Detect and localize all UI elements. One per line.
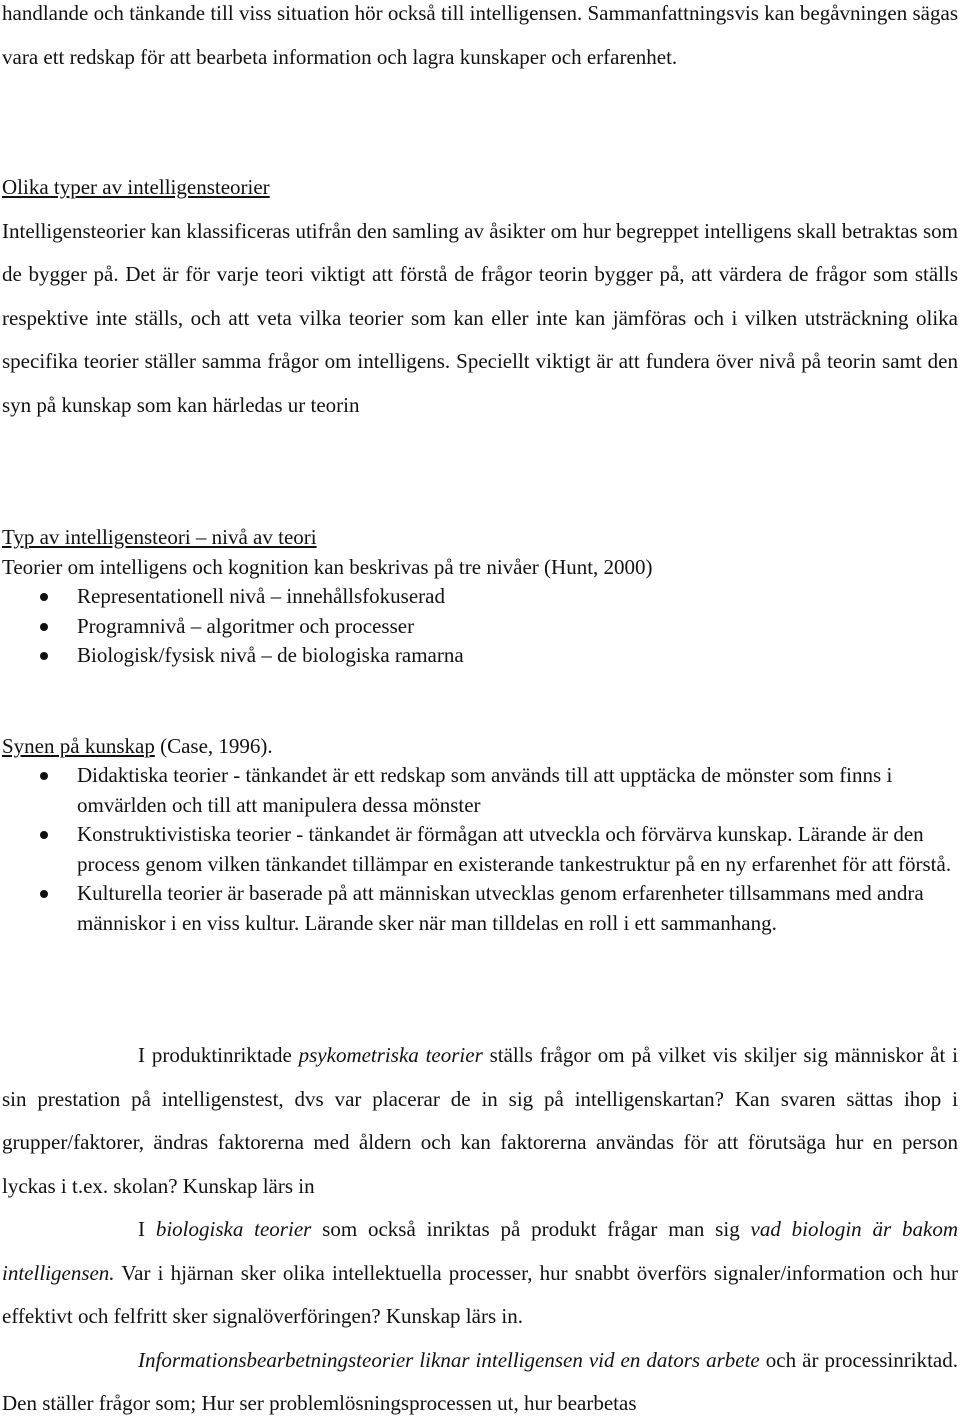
- information-processing-paragraph: Informationsbearbetningsteorier liknar intelligensen vid en dators arbete och är processinriktad. Den ställer frågor som; Hur ser problemlösningsprocessen ut, hur bearbetas: [2, 1347, 959, 1415]
- emphasis: psykometriska teorier: [298, 1043, 483, 1067]
- section-intro: Teorier om intelligens och kognition kan beskrivas på tre nivåer (Hunt, 2000): [2, 555, 653, 579]
- list-item: Representationell nivå – innehållsfokuserad: [2, 582, 958, 612]
- level-list: [2, 582, 958, 671]
- section-intelligence-theories: [2, 166, 958, 427]
- section-heading: [2, 166, 958, 210]
- intro-paragraph: handlande och tänkande till viss situation hör också till intelligensen. Sammanfattningsvis kan begåvningen sägas vara ett redskap för att bearbeta information och lagra kunskaper och erfarenhet.: [2, 1, 958, 69]
- biological-paragraph: I biologiska teorier som också inriktas på produkt frågar man sig vad biologin är bakom intelligensen. Var i hjärnan sker olika intellektuella processer, hur snabbt överförs signaler/information och hur effektivt och felfritt sker signalöverföringen? Kunskap lärs in.: [2, 1217, 959, 1328]
- section-theory-levels: [2, 522, 958, 671]
- list-item: Biologisk/fysisk nivå – de biologiska ramarna: [2, 641, 958, 671]
- section-body: Intelligensteorier kan klassificeras utifrån den samling av åsikter om hur begreppet intelligens skall betraktas som de bygger på. Det är för varje teori viktigt att förstå de frågor teorin bygger på, att värdera de frågor som ställs respektive inte ställs, och att veta vilka teorier som kan eller inte kan jämföras och i vilken utsträckning olika specifika teorier ställer samma frågor om intelligens. Speciellt viktigt är att fundera över nivå på teorin samt den syn på kunskap som kan härledas ur teorin: [2, 218, 958, 417]
- emphasis: vad biologin är bakom intelligensen.: [2, 1217, 959, 1285]
- list-item: Didaktiska teorier - tänkandet är ett redskap som används till att upptäcka de mönster som finns i omvärlden och till att manipulera dessa mönster: [2, 761, 958, 820]
- section-heading: [2, 522, 958, 552]
- list-item: Programnivå – algoritmer och processer: [2, 612, 958, 642]
- knowledge-list: [2, 761, 958, 938]
- heading-text: Olika typer av intelligensteorier: [2, 175, 270, 199]
- section-view-of-knowledge: [2, 731, 958, 938]
- bullet-icon: [40, 890, 48, 898]
- theory-paragraphs: [2, 1034, 958, 1426]
- heading-text: Synen på kunskap: [2, 734, 155, 758]
- bullet-icon: [40, 652, 48, 660]
- bullet-icon: [40, 623, 48, 631]
- list-item: Konstruktivistiska teorier - tänkandet är förmågan att utveckla och förvärva kunskap. Lärande är den process genom vilken tänkandet tillämpar en existerande tankestruktur på en ny erfarenhet för att förstå.: [2, 820, 958, 879]
- emphasis: biologiska teorier: [155, 1217, 312, 1241]
- section-heading: [2, 731, 958, 761]
- heading-citation: (Case, 1996).: [154, 734, 273, 758]
- list-item: Kulturella teorier är baserade på att människan utvecklas genom erfarenheter tillsammans med andra människor i en viss kultur. Lärande sker när man tilldelas en roll i ett sammanhang.: [2, 879, 958, 938]
- emphasis: Informationsbearbetningsteorier liknar intelligensen vid en dators arbete: [138, 1347, 760, 1372]
- heading-text: Typ av intelligensteori – nivå av teori: [2, 525, 317, 549]
- bullet-icon: [40, 593, 48, 601]
- bullet-icon: [40, 772, 48, 780]
- bullet-icon: [40, 831, 48, 839]
- psychometric-paragraph: I produktinriktade psykometriska teorier ställs frågor om på vilket vis skiljer sig människor åt i sin prestation på intelligenstest, dvs var placerar de in sig på intelligenskartan? Kan svaren sättas ihop i grupper/faktorer, ändras faktorerna med åldern och kan faktorerna användas för att förutsäga hur en person lyckas i t.ex. skolan? Kunskap lärs in: [2, 1043, 958, 1198]
